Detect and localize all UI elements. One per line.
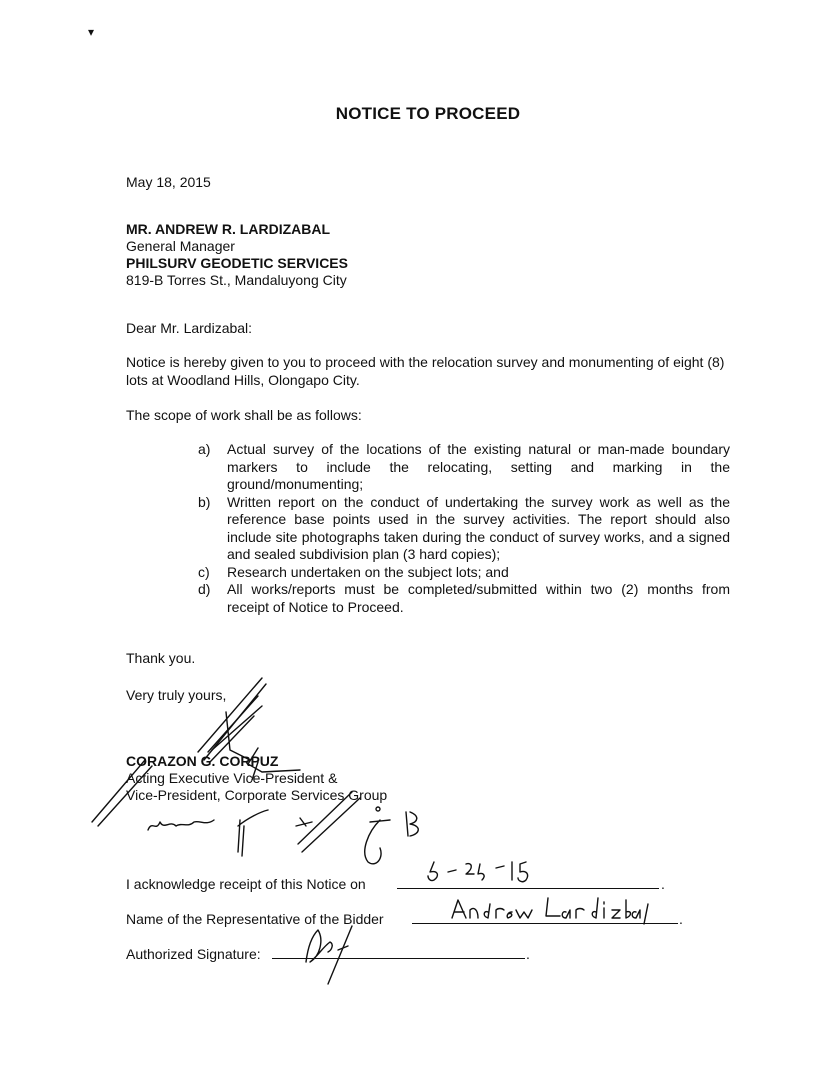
scope-item-text: Written report on the conduct of undertaking the survey work as well as the reference base points used in the survey activities. The report should also include site photographs taken during the conduct of survey works, and a signed and sealed subdivision plan (3 hard copies);: [227, 493, 730, 562]
scope-item-label: c): [198, 563, 210, 580]
scope-item-text: Research undertaken on the subject lots; and: [227, 563, 509, 580]
representative-label: Name of the Representative of the Bidder: [126, 911, 384, 927]
period: .: [526, 946, 530, 962]
scope-item: [198, 564, 730, 582]
authorized-signature-line: [272, 958, 525, 959]
signatory-title: Acting Executive Vice-President &: [126, 770, 338, 786]
recipient-address: 819-B Torres St., Mandaluyong City: [126, 272, 347, 288]
scope-list: [198, 441, 730, 616]
letter-date: May 18, 2015: [126, 174, 211, 190]
scope-item-label: b): [198, 493, 211, 510]
recipient-position: General Manager: [126, 238, 235, 254]
scope-item: [198, 441, 730, 494]
scope-item-text: All works/reports must be completed/submitted within two (2) months from receipt of Notice to Proceed.: [227, 581, 730, 615]
scope-item: [198, 581, 730, 616]
signatory-name: CORAZON G. CORPUZ: [126, 753, 279, 769]
scan-speck: ▾: [88, 25, 95, 39]
signature-label: Authorized Signature:: [126, 946, 261, 962]
receipt-date-line: [397, 888, 659, 889]
intro-paragraph: Notice is hereby given to you to proceed with the relocation survey and monumenting of eight (8) lots at Woodland Hills, Olongapo City.: [126, 354, 725, 388]
salutation: Dear Mr. Lardizabal:: [126, 320, 253, 336]
scope-item-label: a): [198, 441, 211, 457]
signatory-title: Vice-President, Corporate Services Group: [126, 787, 388, 803]
representative-name-line: [412, 923, 678, 924]
document-title: NOTICE TO PROCEED: [335, 104, 521, 123]
closing-valediction: Very truly yours,: [126, 687, 227, 703]
period: .: [661, 876, 665, 892]
scope-item: [198, 494, 730, 564]
recipient-name: MR. ANDREW R. LARDIZABAL: [126, 221, 331, 237]
scope-intro: The scope of work shall be as follows:: [126, 407, 362, 423]
recipient-company: PHILSURV GEODETIC SERVICES: [126, 255, 348, 271]
period: .: [679, 911, 683, 927]
receipt-label: I acknowledge receipt of this Notice on: [126, 876, 366, 892]
scope-item-label: d): [198, 581, 211, 597]
closing-thanks: Thank you.: [126, 650, 196, 666]
scope-item-text: Actual survey of the locations of the existing natural or man-made boundary markers to include the relocating, setting and marking in the ground/monumenting;: [227, 441, 730, 492]
